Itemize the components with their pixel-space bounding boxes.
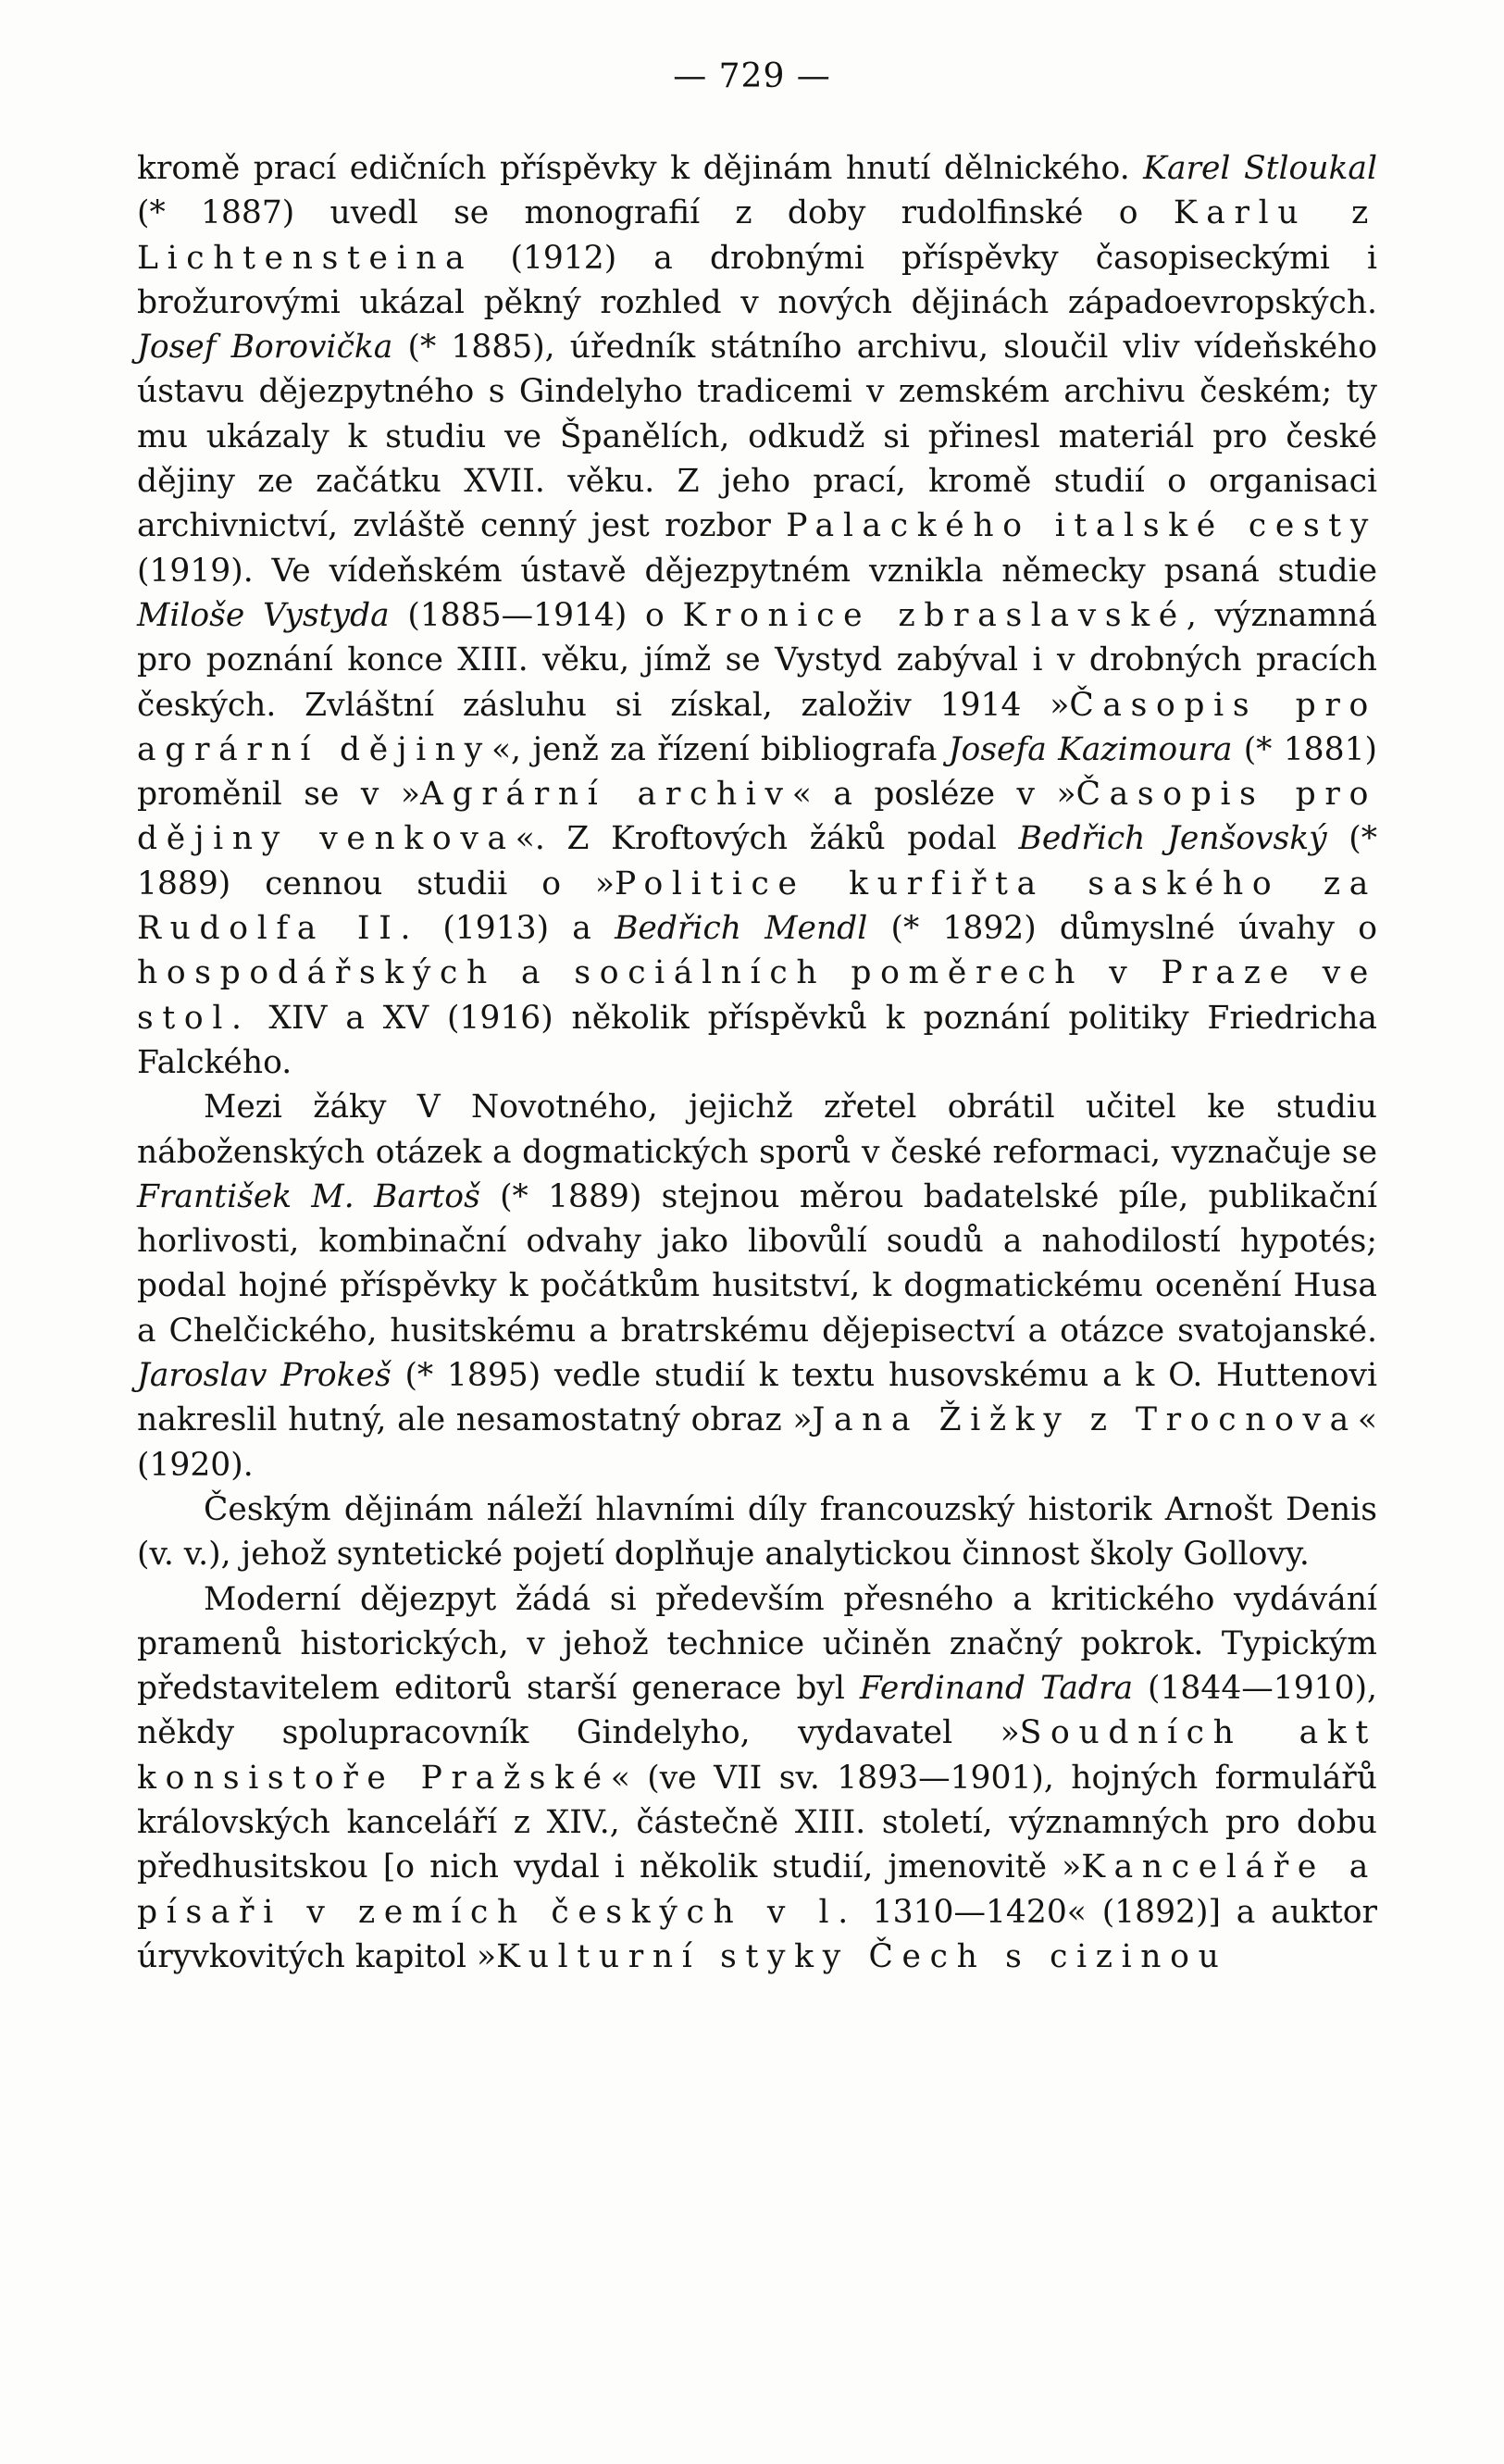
- spaced-title: Agrární archiv: [420, 776, 792, 814]
- text-run: « (ve VII sv. 1893—1901), hojných formulářů královských kanceláří z XIV., částečně XIII. století, významných pro dobu předhusitskou [o nich vydal i několik studií, jmenovitě »: [137, 1759, 1377, 1886]
- text-run: (* 1887) uvedl se monografií z doby rudolfinské o: [137, 194, 1174, 232]
- text-run: (1885—1914) o: [389, 596, 683, 634]
- text-run: « (1920).: [137, 1401, 1377, 1484]
- italic-name: Karel Stloukal: [1143, 150, 1377, 187]
- spaced-title: Časopis pro dějiny venkova: [137, 776, 1378, 858]
- text-run: (1919). Ve vídeňském ústavě dějezpytném vznikla německy psaná studie: [137, 552, 1377, 590]
- spaced-title: Kulturní styky Čech s cizinou: [496, 1937, 1228, 1975]
- italic-name: Josef Borovička: [137, 329, 393, 367]
- text-run: (* 1892) důmyslné úvahy o: [867, 910, 1377, 948]
- text-run: Mezi žáky V Novotného, jejichž zřetel obrátil učitel ke studiu náboženských otázek a dogmatických sporů v české reformaci, vyznačuje se: [137, 1089, 1377, 1171]
- body-text: [137, 146, 1377, 1979]
- italic-name: Bedřich Jenšovský: [1018, 820, 1327, 858]
- text-run: (1913) a: [419, 910, 615, 948]
- text-run: , významná pro poznání konce XIII. věku, jímž se Vystyd zabýval i v drobných pracích českých. Zvláštní zásluhu si získal, založiv 1914 »: [137, 596, 1377, 724]
- spaced-title: Jana Žižky z Trocnova: [812, 1401, 1358, 1439]
- text-run: (* 1889) cennou studii o »: [137, 820, 1377, 902]
- italic-name: Josefa Kazimoura: [948, 730, 1233, 768]
- paragraph: [137, 1487, 1377, 1577]
- text-run: (1844—1910), někdy spolupracovník Gindelyho, vydavatel »: [137, 1670, 1378, 1752]
- text-run: (* 1895) vedle studií k textu husovskému a k O. Huttenovi nakreslil hutný, ale nesamostatný obraz »: [137, 1357, 1378, 1439]
- text-run: kromě prací edičních příspěvky k dějinám hnutí dělnického.: [137, 150, 1144, 187]
- spaced-title: Kanceláře a písaři v zemích českých v l.: [137, 1848, 1377, 1931]
- text-run: (1912) a drobnými příspěvky časopiseckými i brožurovými ukázal pěkný rozhled v nových dějinách západoevropských.: [137, 239, 1377, 321]
- italic-name: Jaroslav Prokeš: [137, 1357, 392, 1395]
- spaced-title: Soudních akt konsistoře Pražské: [137, 1714, 1377, 1797]
- text-run: «, jenž za řízení bibliografa: [491, 730, 949, 768]
- spaced-title: Kronice zbraslavské: [682, 596, 1187, 634]
- text-run: « a posléze v »: [791, 776, 1076, 814]
- paragraph: [137, 1085, 1377, 1487]
- spaced-title: hospodářských a sociálních poměrech v Praze ve stol.: [137, 954, 1377, 1037]
- italic-name: Ferdinand Tadra: [859, 1670, 1134, 1708]
- paragraph: [137, 146, 1377, 1085]
- italic-name: Bedřich Mendl: [615, 910, 868, 948]
- text-run: (* 1889) stejnou měrou badatelské píle, publikační horlivosti, kombinační odvahy jako libovůlí soudů a nahodilostí hypotés; podal hojné příspěvky k počátkům husitství, k dogmatickému ocenění Husa a Chelčického, husitskému a bratrskému dějepisectví a otázce svatojanské.: [137, 1177, 1377, 1350]
- text-run: Českým dějinám náleží hlavními díly francouzský historik Arnošt Denis (v. v.), jehož syntetické pojetí doplňuje analytickou činnost školy Gollovy.: [137, 1490, 1377, 1574]
- spaced-title: Časopis pro agrární dějiny: [137, 686, 1377, 768]
- spaced-title: Palackého italské cesty: [786, 507, 1377, 545]
- paragraph: [137, 1577, 1377, 1980]
- text-run: 1310—1420« (1892)] a auktor úryvkovitých kapitol »: [137, 1893, 1377, 1975]
- text-run: (* 1881) proměnil se v »: [137, 730, 1377, 814]
- page-number: — 729 —: [673, 57, 831, 95]
- text-run: Moderní dějezpyt žádá si především přesného a kritického vydávání pramenů historických, v jehož technice učiněn značný pokrok. Typickým představitelem editorů starší generace byl: [137, 1580, 1377, 1708]
- italic-name: Miloše Vystyda: [137, 596, 390, 634]
- spaced-title: Politice kurfiřta saského za Rudolfa II.: [137, 865, 1377, 948]
- text-run: XIV a XV (1916) několik příspěvků k poznání politiky Friedricha Falckého.: [137, 999, 1377, 1081]
- text-run: (* 1885), úředník státního archivu, sloučil vliv vídeňského ústavu dějezpytného s Gindelyho tradicemi v zemském archivu českém; ty mu ukázaly k studiu ve Španělích, odkudž si přinesl materiál pro české dějiny ze začátku XVII. věku. Z jeho prací, kromě studií o organisaci archivnictví, zvláště cenný jest rozbor: [137, 329, 1378, 545]
- text-run: «. Z Kroftových žáků podal: [515, 820, 1019, 858]
- italic-name: František M. Bartoš: [137, 1177, 480, 1215]
- spaced-title: Karlu z Lichtensteina: [137, 194, 1377, 277]
